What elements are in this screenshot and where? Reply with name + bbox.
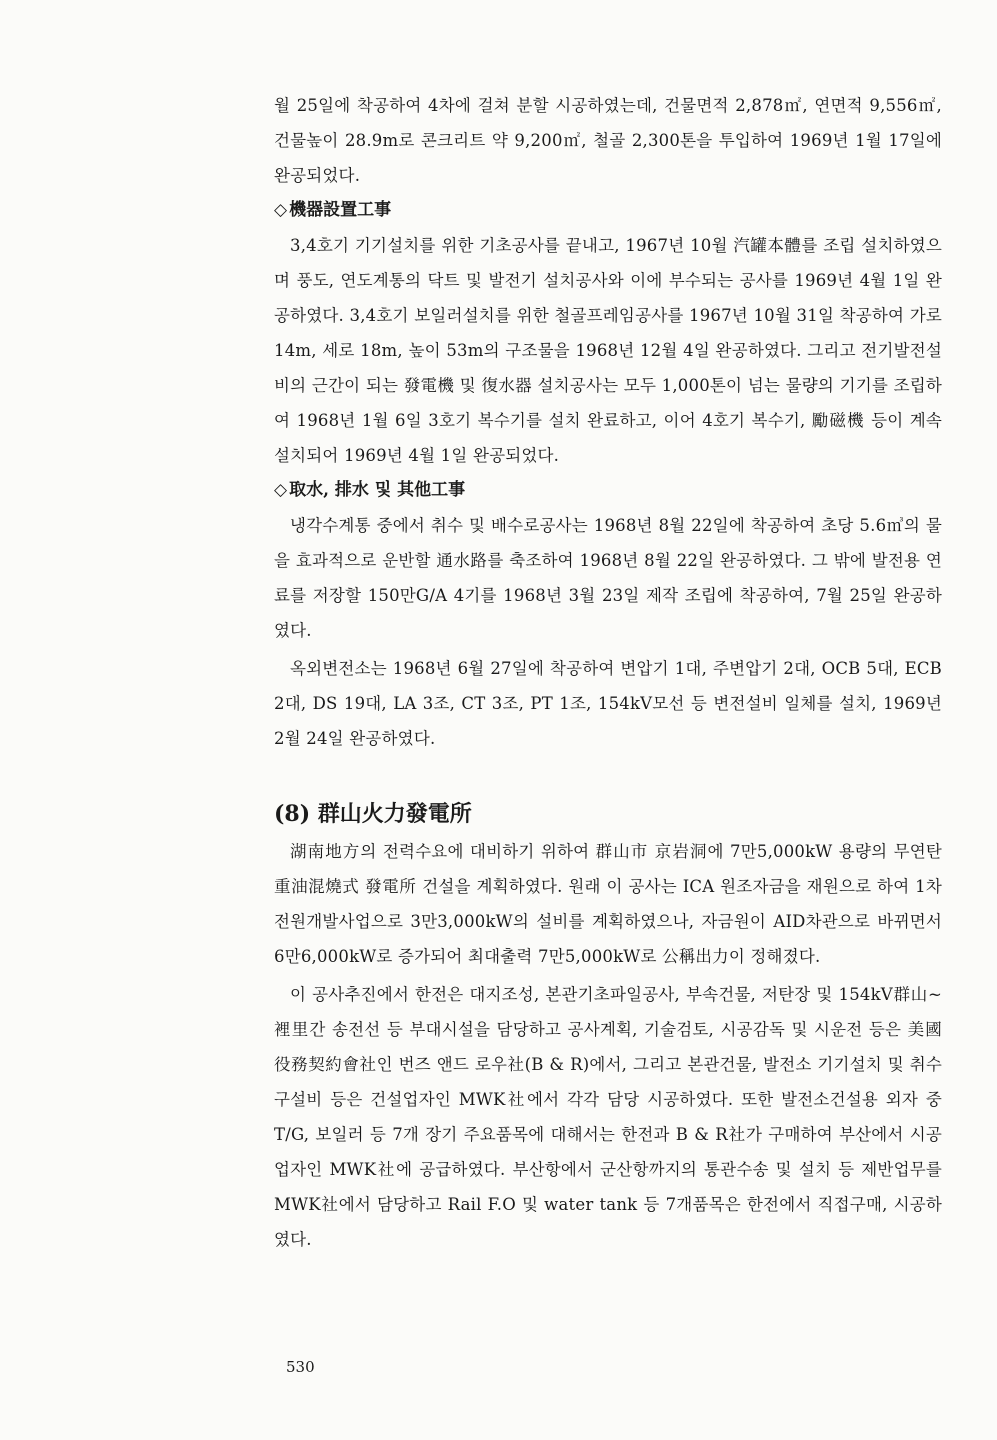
diamond-marker-icon: ◇ bbox=[274, 480, 288, 500]
paragraph-substation: 옥외변전소는 1968년 6월 27일에 착공하여 변압기 1대, 주변압기 2대, OCB 5대, ECB 2대, DS 19대, LA 3조, CT 3조, PT 1조, 154kV모선 등 변전설비 일체를 설치, 1969년 2월 24일 완공하였다. bbox=[274, 659, 942, 748]
page-number: 530 bbox=[286, 1358, 315, 1376]
heading-machine-installation-text: 機器設置工事 bbox=[289, 200, 392, 220]
paragraph-machine-installation: 3,4호기 기기설치를 위한 기초공사를 끝내고, 1967년 10월 汽罐本體를 조립 설치하였으며 풍도, 연도계통의 닥트 및 발전기 설치공사와 이에 부수되는 공사를 1969년 4월 1일 완공하였다. 3,4호기 보일러설치를 위한 철골프레임공사를 1967년 10월 31일 착공하여 가로 14m, 세로 18m, 높이 53m의 구조물을 1968년 12월 4일 완공하였다. 그리고 전기발전설비의 근간이 되는 發電機 및 復水器 설치공사는 모두 1,000톤이 넘는 물량의 기기를 조립하여 1968년 1월 6일 3호기 복수기를 설치 완료하고, 이어 4호기 복수기, 勵磁機 등이 계속 설치되어 1969년 4월 1일 완공되었다. bbox=[274, 236, 942, 465]
paragraph-cooling-water: 냉각수계통 중에서 취수 및 배수로공사는 1968년 8월 22일에 착공하여 초당 5.6㎥의 물을 효과적으로 운반할 通水路를 축조하여 1968년 8월 22일 완공하였다. 그 밖에 발전용 연료를 저장할 150만G/A 4기를 1968년 3월 23일 제작 조립에 착공하여, 7월 25일 완공하였다. bbox=[274, 516, 942, 640]
paragraph-gunsan-plan: 湖南地方의 전력수요에 대비하기 위하여 群山市 京岩洞에 7만5,000kW 용량의 무연탄 重油混燒式 發電所 건설을 계획하였다. 원래 이 공사는 ICA 원조자금을 재원으로 하여 1차 전원개발사업으로 3만3,000kW의 설비를 계획하였으나, 자금원이 AID차관으로 바뀌면서 6만6,000kW로 증가되어 최대출력 7만5,000kW로 公稱出力이 정해졌다. bbox=[274, 842, 942, 966]
paragraph-gunsan-construction: 이 공사추진에서 한전은 대지조성, 본관기초파일공사, 부속건물, 저탄장 및 154kV群山~裡里간 송전선 등 부대시설을 담당하고 공사계획, 기술검토, 시공감독 및 시운전 등은 美國役務契約會社인 번즈 앤드 로우社(B & R)에서, 그리고 본관건물, 발전소 기기설치 및 취수구설비 등은 건설업자인 MWK社에서 각각 담당 시공하였다. 또한 발전소건설용 외자 중 T/G, 보일러 등 7개 장기 주요품목에 대해서는 한전과 B & R社가 구매하여 부산에서 시공업자인 MWK社에 공급하였다. 부산항에서 군산항까지의 통관수송 및 설치 등 제반업무를 MWK社에서 담당하고 Rail F.O 및 water tank 등 7개품목은 한전에서 직접구매, 시공하였다. bbox=[274, 985, 942, 1249]
heading-water-works-text: 取水, 排水 및 其他工事 bbox=[289, 480, 466, 500]
heading-water-works bbox=[274, 473, 942, 508]
document-body bbox=[274, 88, 942, 1257]
paragraph-building-completion: 월 25일에 착공하여 4차에 걸쳐 분할 시공하였는데, 건물면적 2,878㎡, 연면적 9,556㎡, 건물높이 28.9m로 콘크리트 약 9,200㎡, 철골 2,300톤을 투입하여 1969년 1월 17일에 완공되었다. bbox=[274, 96, 942, 185]
diamond-marker-icon: ◇ bbox=[274, 200, 288, 220]
section-title-gunsan: (8) 群山火力發電所 bbox=[274, 801, 472, 827]
heading-machine-installation bbox=[274, 193, 942, 228]
